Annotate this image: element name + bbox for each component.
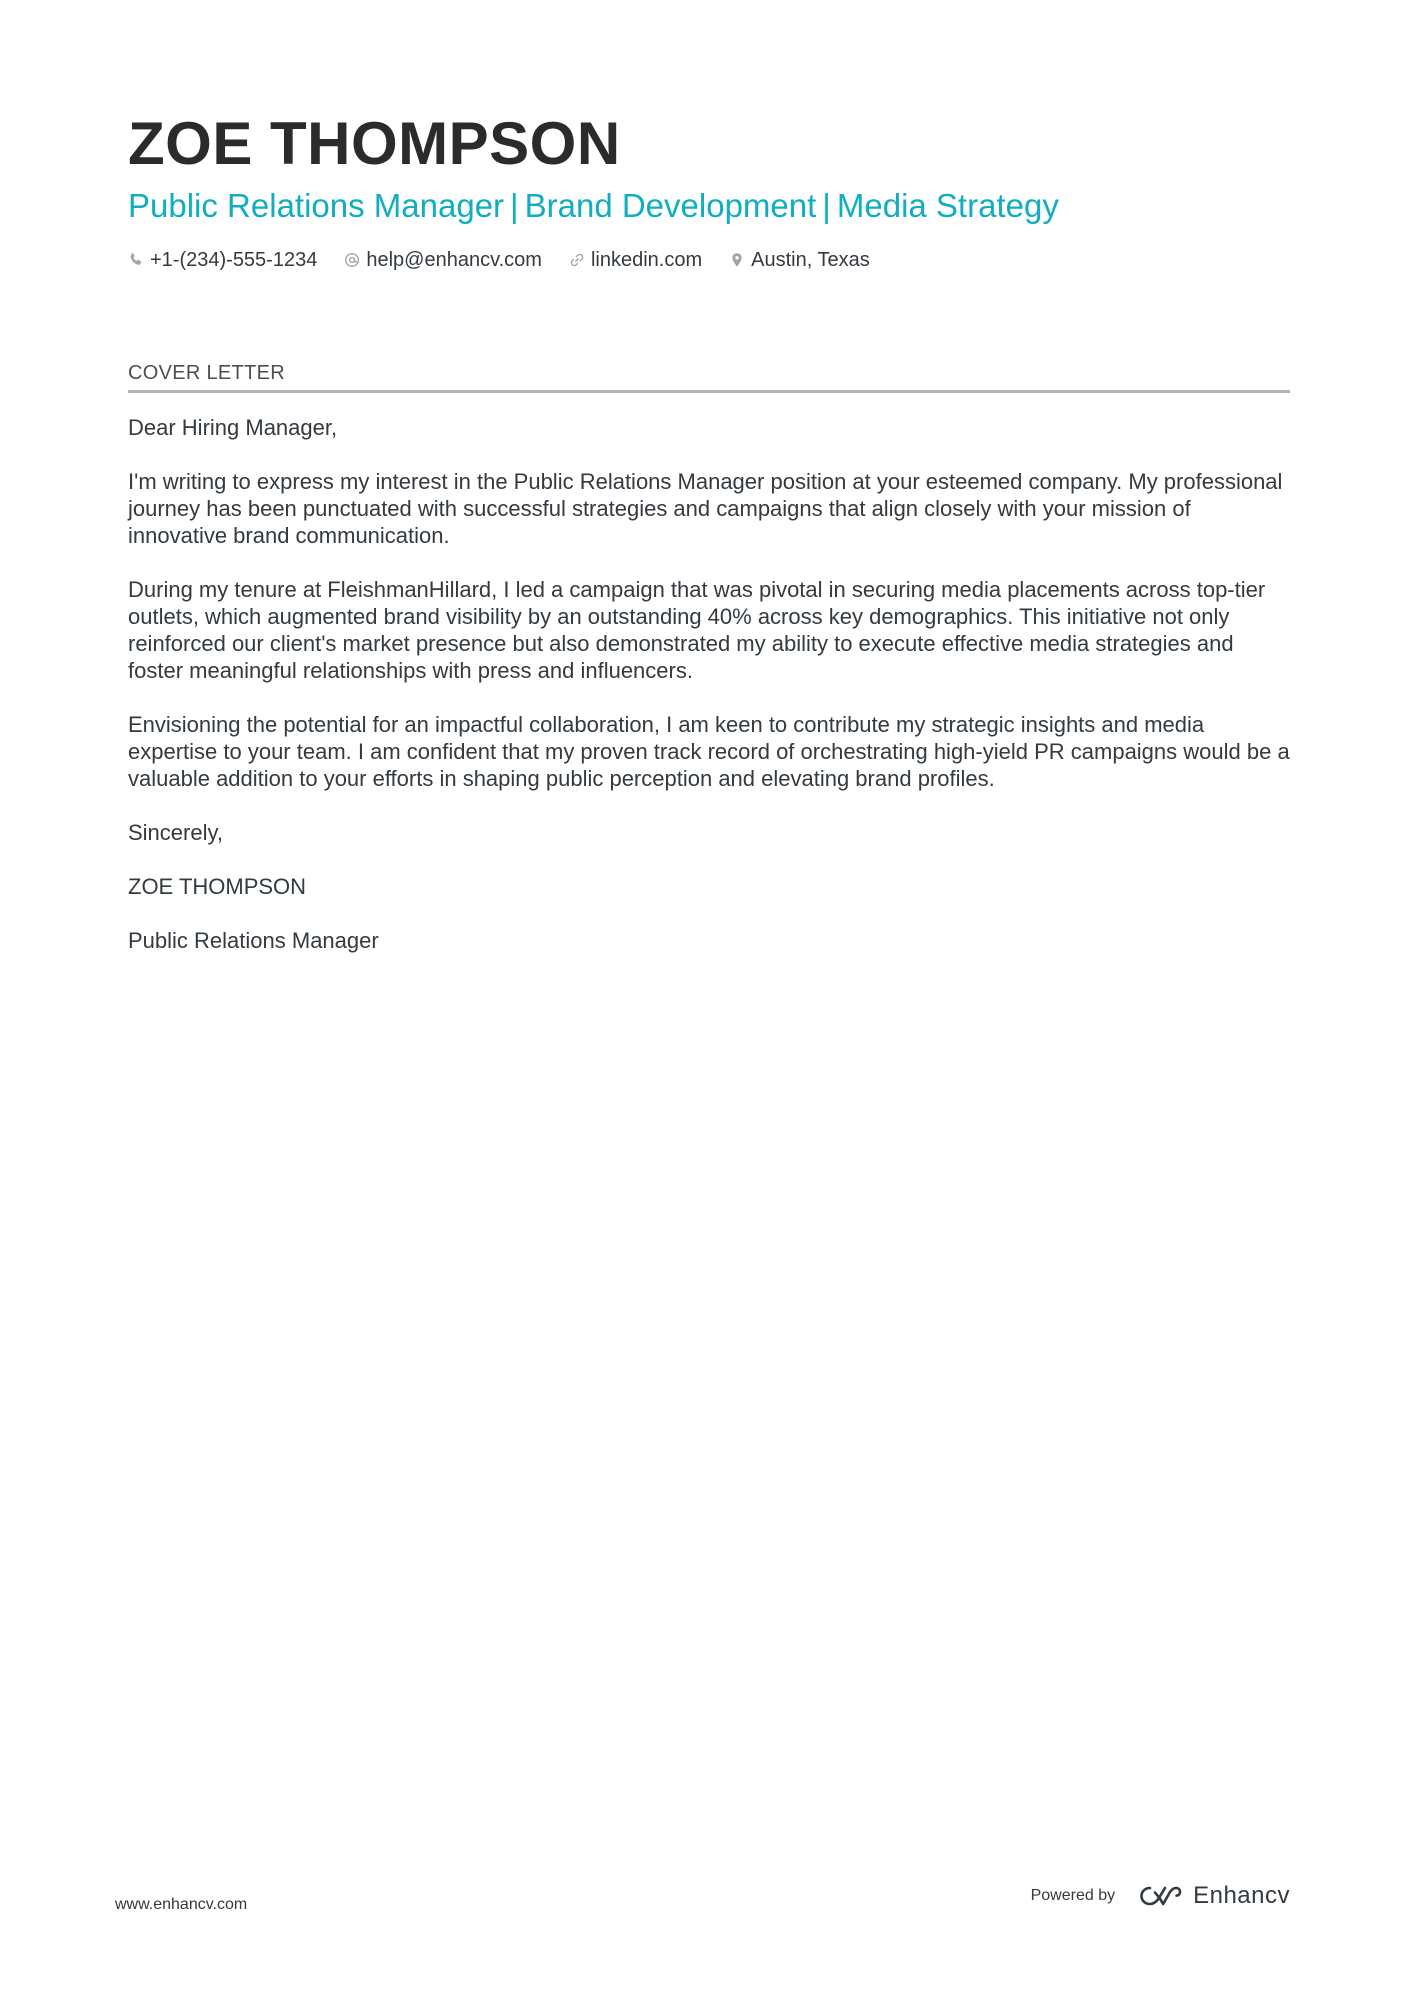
headline — [128, 184, 1059, 228]
headline-separator: | — [510, 187, 519, 224]
phone-icon — [128, 252, 144, 268]
headline-separator: | — [822, 187, 831, 224]
at-icon — [344, 252, 360, 268]
enhancv-logo[interactable] — [1137, 1882, 1290, 1910]
letter-closing: Sincerely, — [128, 820, 223, 845]
contact-location — [729, 249, 870, 272]
contact-info — [128, 244, 870, 276]
phone-number: +1-(234)-555-1234 — [150, 248, 318, 271]
brand-name: Enhancv — [1193, 1882, 1290, 1909]
letter-greeting: Dear Hiring Manager, — [128, 415, 338, 440]
website-link: linkedin.com — [590, 248, 703, 271]
contact-website[interactable] — [569, 249, 702, 272]
section-title-cover-letter: COVER LETTER — [128, 360, 1290, 393]
headline-role: Public Relations Manager — [128, 187, 505, 224]
location-pin-icon — [729, 252, 745, 268]
link-icon — [569, 252, 585, 268]
location-text: Austin, Texas — [751, 248, 870, 271]
headline-specialty-media: Media Strategy — [836, 187, 1059, 224]
letter-paragraph: Envisioning the potential for an impactful collaboration, I am keen to contribute my strategic insights and media expertise to your team. I am confident that my proven track record of orchestrating high-yield PR campaigns would be a valuable addition to your efforts in shaping public perception and elevating brand profiles. — [128, 712, 1290, 791]
footer-branding — [1031, 1882, 1290, 1910]
contact-phone[interactable] — [128, 249, 317, 272]
contact-email[interactable] — [344, 249, 542, 272]
signature-title: Public Relations Manager — [128, 928, 379, 953]
letter-paragraph: During my tenure at FleishmanHillard, I led a campaign that was pivotal in securing media placements across top-tier outlets, which augmented brand visibility by an outstanding 40% across key demographics. This initiative not only reinforced our client's market presence but also demonstrated my ability to execute effective media strategies and foster meaningful relationships with press and influencers. — [128, 577, 1266, 683]
enhancv-mark-icon — [1137, 1882, 1183, 1910]
letter-paragraph: I'm writing to express my interest in the Public Relations Manager position at your esteemed company. My professional journey has been punctuated with successful strategies and campaigns that align closely with your mission of innovative brand communication. — [128, 469, 1283, 548]
signature-name: ZOE THOMPSON — [128, 874, 307, 899]
applicant-name: ZOE THOMPSON — [128, 110, 621, 177]
email-address: help@enhancv.com — [366, 248, 542, 271]
footer-website[interactable]: www.enhancv.com — [115, 1896, 248, 1913]
headline-specialty-brand: Brand Development — [524, 187, 817, 224]
powered-by-text: Powered by — [1030, 1887, 1116, 1904]
letter-body — [128, 414, 1290, 981]
